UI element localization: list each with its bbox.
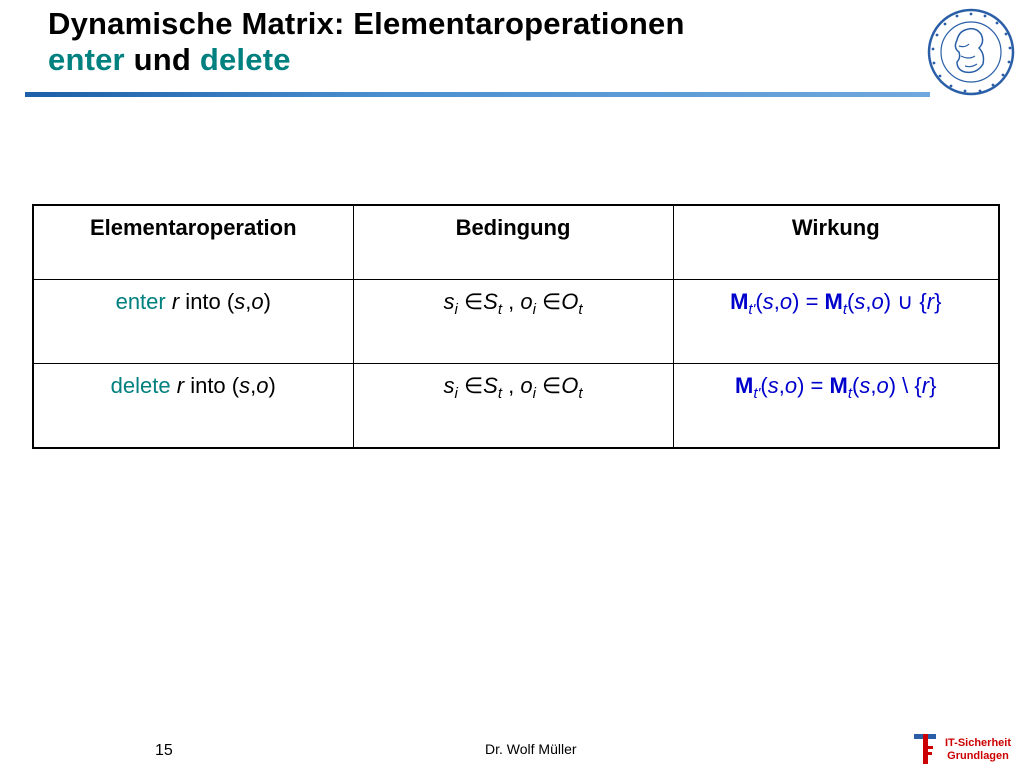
cell-operation-enter [33, 280, 353, 364]
op-s: s [234, 289, 246, 314]
eff-comma-1: , [773, 289, 780, 314]
header-elementaroperation: Elementaroperation [33, 205, 353, 280]
eff-comma-1: , [778, 373, 785, 398]
university-seal-icon [925, 6, 1017, 98]
op-r: r [176, 373, 185, 398]
op-close: ) [263, 289, 271, 314]
eff-comma-2: , [865, 289, 872, 314]
cond-t1: t [497, 385, 502, 402]
brand-line-1: IT-Sicherheit [945, 737, 1012, 749]
eff-brace-close: } [929, 373, 937, 398]
slide-title [48, 6, 685, 78]
eff-sub-1: t' [748, 301, 756, 318]
operations-table [32, 204, 1000, 449]
cond-s: s [443, 289, 455, 314]
page-number: 15 [155, 742, 173, 759]
header-bedingung: Bedingung [353, 205, 673, 280]
cond-S: S [483, 289, 498, 314]
cond-element-of-1: ∈ [457, 289, 484, 314]
eff-o-2: o [876, 373, 889, 398]
eff-brace-open: { [919, 289, 927, 314]
cond-o: o [520, 373, 533, 398]
cond-element-of-2: ∈ [535, 289, 562, 314]
cond-O: O [561, 373, 579, 398]
op-close: ) [268, 373, 276, 398]
cond-i2: i [532, 385, 536, 402]
cell-condition [353, 280, 673, 364]
eff-matrix-1: M [735, 373, 754, 398]
eff-paren-close-1: ) [792, 289, 800, 314]
eff-brace-open: { [914, 373, 922, 398]
eff-setminus-operator: \ [896, 373, 915, 398]
op-comma: , [250, 373, 257, 398]
table-row [33, 364, 999, 449]
op-into: into ( [184, 373, 240, 398]
eff-paren-open-1: ( [760, 373, 768, 398]
cond-element-of-2: ∈ [535, 373, 562, 398]
op-comma: , [245, 289, 252, 314]
eff-brace-close: } [934, 289, 942, 314]
eff-s-1: s [762, 289, 774, 314]
eff-o-1: o [784, 373, 798, 398]
eff-equals: = [799, 289, 825, 314]
cell-condition [353, 364, 673, 449]
title-op-enter: enter [48, 41, 125, 77]
eff-o-1: o [779, 289, 793, 314]
eff-set-r: r [926, 289, 935, 314]
eff-set-r: r [921, 373, 930, 398]
op-r: r [171, 289, 180, 314]
op-keyword: enter [115, 289, 166, 314]
eff-paren-open-2: ( [847, 289, 855, 314]
eff-equals: = [804, 373, 830, 398]
cell-operation-delete [33, 364, 353, 449]
cell-effect [673, 280, 999, 364]
op-o: o [251, 289, 264, 314]
header-wirkung: Wirkung [673, 205, 999, 280]
eff-sub-2: t [847, 385, 853, 402]
op-s: s [239, 373, 251, 398]
op-into: into ( [179, 289, 235, 314]
cond-separator: , [501, 373, 521, 398]
cond-separator: , [501, 289, 521, 314]
eff-matrix-2: M [829, 373, 848, 398]
cond-s: s [443, 373, 455, 398]
eff-sub-1: t' [753, 385, 761, 402]
cond-element-of-1: ∈ [457, 373, 484, 398]
cell-effect [673, 364, 999, 449]
cond-t2: t [578, 301, 583, 318]
op-o: o [256, 373, 269, 398]
title-underline-rule [25, 92, 930, 97]
table-header-row [33, 205, 999, 280]
op-keyword: delete [110, 373, 171, 398]
eff-matrix-1: M [730, 289, 749, 314]
brand-label [945, 737, 1011, 762]
eff-union-operator: ∪ [891, 289, 920, 314]
eff-matrix-2: M [824, 289, 843, 314]
cond-t1: t [497, 301, 502, 318]
brand-line-2: Grundlagen [947, 749, 1009, 762]
title-und: und [124, 41, 200, 77]
cond-t2: t [578, 385, 583, 402]
eff-paren-close-2: ) [888, 373, 897, 398]
author-name: Dr. Wolf Müller [485, 741, 577, 757]
eff-s-1: s [767, 373, 779, 398]
eff-comma-2: , [870, 373, 877, 398]
eff-paren-close-2: ) [883, 289, 892, 314]
cond-i1: i [454, 385, 458, 402]
eff-paren-close-1: ) [797, 373, 805, 398]
cond-i2: i [532, 301, 536, 318]
cond-o: o [520, 289, 533, 314]
title-line-1: Dynamische Matrix: Elementaroperationen [48, 6, 685, 41]
cond-S: S [483, 373, 498, 398]
title-op-delete: delete [199, 41, 291, 77]
eff-paren-open-1: ( [755, 289, 763, 314]
key-logo-icon [912, 732, 942, 766]
eff-sub-2: t [842, 301, 848, 318]
table-row [33, 280, 999, 364]
cond-i1: i [454, 301, 458, 318]
eff-s-2: s [859, 373, 871, 398]
eff-s-2: s [854, 289, 866, 314]
eff-paren-open-2: ( [852, 373, 860, 398]
eff-o-2: o [871, 289, 884, 314]
cond-O: O [561, 289, 579, 314]
